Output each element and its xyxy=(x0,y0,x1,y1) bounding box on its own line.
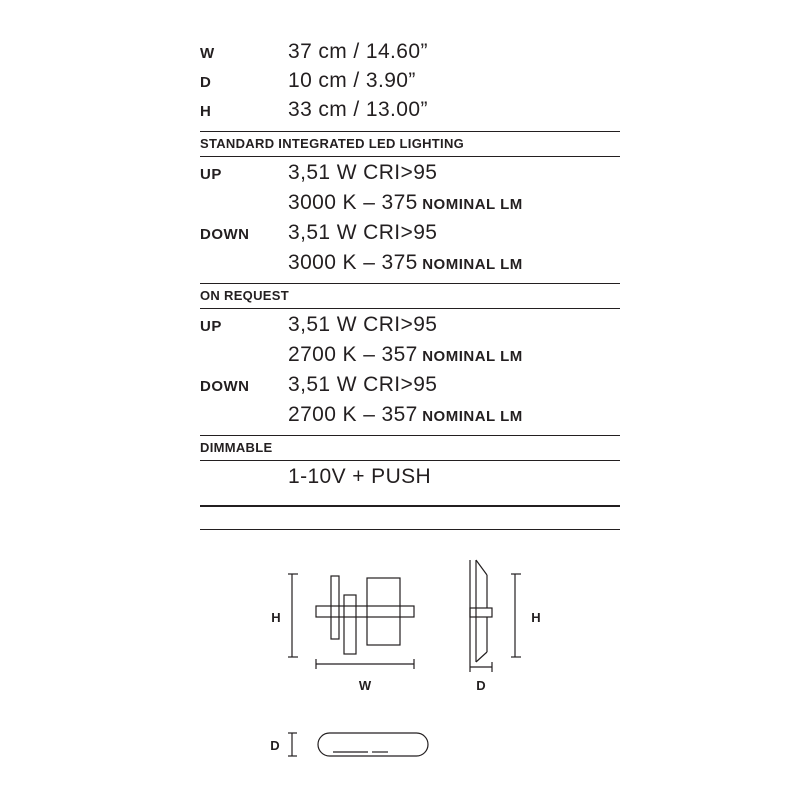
top-depth-label: D xyxy=(270,738,280,753)
down-power-value: 3,51 W CRI>95 xyxy=(288,221,438,244)
up-power-value: 3,51 W CRI>95 xyxy=(288,313,438,336)
lumen-unit: NOMINAL LM xyxy=(422,348,523,365)
dimension-value: 33 cm / 13.00” xyxy=(288,98,428,121)
front-view-diagram xyxy=(288,574,414,669)
up-power-value: 3,51 W CRI>95 xyxy=(288,161,438,184)
front-height-label: H xyxy=(271,610,281,625)
up-label: UP xyxy=(200,166,222,183)
front-width-label: W xyxy=(358,678,372,693)
side-depth-label: D xyxy=(476,678,486,693)
top-view-diagram xyxy=(288,733,428,756)
dimension-value: 37 cm / 14.60” xyxy=(288,40,428,63)
side-height-label: H xyxy=(531,610,541,625)
dimension-value: 10 cm / 3.90” xyxy=(288,69,416,92)
section-heading-dimmable: DIMMABLE xyxy=(200,440,273,455)
down-power-value: 3,51 W CRI>95 xyxy=(288,373,438,396)
dimension-key: W xyxy=(200,45,215,62)
up-label: UP xyxy=(200,318,222,335)
up-temp-value: 2700 K – 357 xyxy=(288,343,418,366)
dimension-key: D xyxy=(200,74,212,91)
dimension-key: H xyxy=(200,103,212,120)
down-temp-value: 3000 K – 375 xyxy=(288,251,418,274)
section-heading-on-request: ON REQUEST xyxy=(200,288,289,303)
lumen-unit: NOMINAL LM xyxy=(422,408,523,425)
section-heading-standard: STANDARD INTEGRATED LED LIGHTING xyxy=(200,136,465,151)
down-label: DOWN xyxy=(200,226,250,243)
lumen-unit: NOMINAL LM xyxy=(422,196,523,213)
dimmable-value: 1-10V + PUSH xyxy=(288,465,432,488)
down-temp-value: 2700 K – 357 xyxy=(288,403,418,426)
side-view-diagram xyxy=(470,560,521,672)
lumen-unit: NOMINAL LM xyxy=(422,256,523,273)
down-label: DOWN xyxy=(200,378,250,395)
up-temp-value: 3000 K – 375 xyxy=(288,191,418,214)
